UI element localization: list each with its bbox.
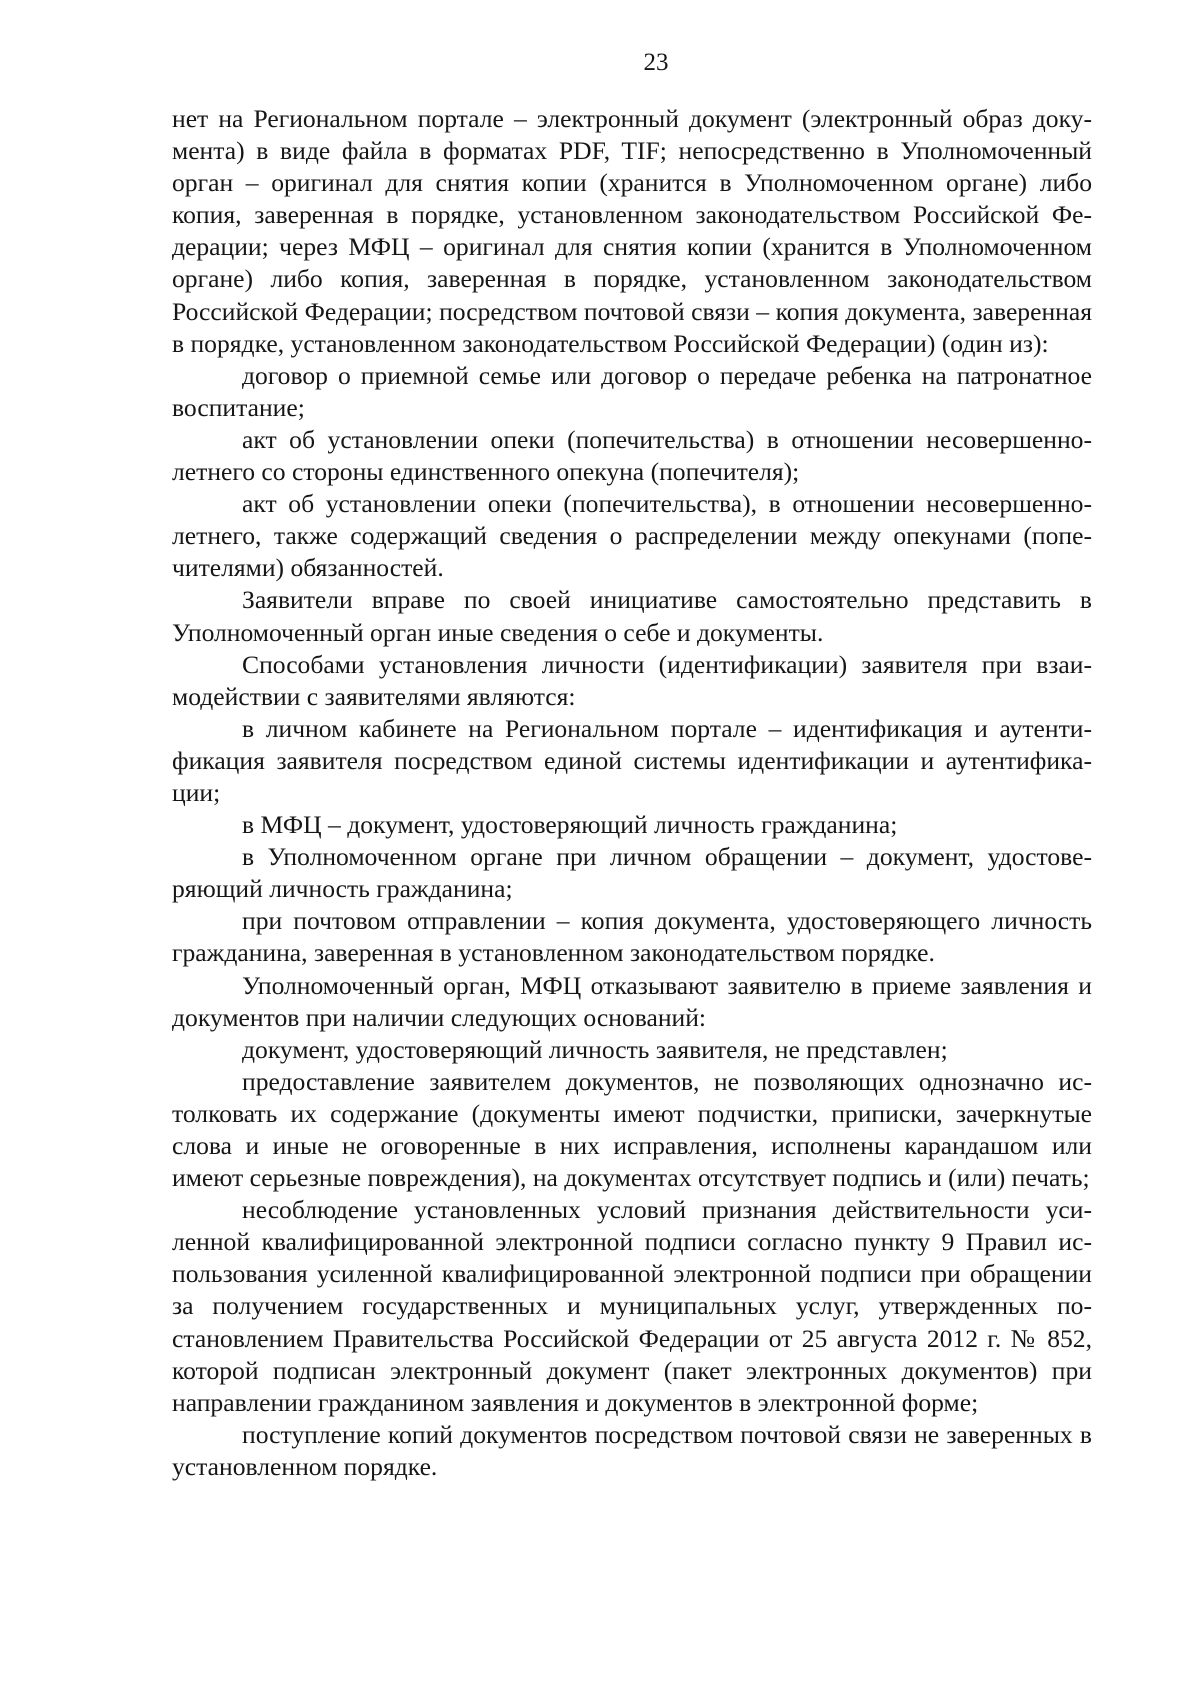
- paragraph-13: предоставление заявителем документов, не позволяющих однозначно истолковать их содержание (документы имеют подчистки, приписки, зачеркнутые слова и иные не оговоренные в них исправления, исполнены карандашом или имеют серьезные повреждения), на документах отсутствует подпись и (или) печать;: [172, 1066, 1092, 1193]
- paragraph-12: документ, удостоверяющий личность заявителя, не представлен;: [242, 1034, 948, 1064]
- page-number: 23: [643, 49, 669, 76]
- paragraph-1: нет на Региональном портале – электронный документ (электронный образ документа) в виде файла в форматах PDF, TIF; непосредственно в Уполномоченный орган – оригинал для снятия копии (хранится в Уполномоченном органе) либо копия, заверенная в порядке, установленном законодательством Российской Федерации; через МФЦ – оригинал для снятия копии (хранится в Уполномоченном органе) либо копия, заверенная в порядке, установленном законодательством Российской Федерации; посредством почтовой связи – копия документа, заверенная в порядке, установленном законодательством Российской Федерации) (один из):: [172, 104, 1092, 358]
- paragraph-11: Уполномоченный орган, МФЦ отказывают заявителю в приеме заявления и документов при наличии следующих оснований:: [172, 970, 1092, 1032]
- paragraph-15: поступление копий документов посредством почтовой связи не заверенных в установленном порядке.: [172, 1419, 1092, 1481]
- paragraph-7: в личном кабинете на Региональном портале – идентификация и аутентификация заявителя посредством единой системы идентификации и аутентификации;: [172, 713, 1092, 807]
- paragraph-10: при почтовом отправлении – копия документа, удостоверяющего личность гражданина, заверенная в установленном законодательством порядке.: [172, 906, 1092, 968]
- paragraph-5: Заявители вправе по своей инициативе самостоятельно представить в Уполномоченный орган иные сведения о себе и документы.: [172, 585, 1092, 647]
- paragraph-9: в Уполномоченном органе при личном обращении – документ, удостоверяющий личность гражданина;: [172, 842, 1092, 904]
- paragraph-8: в МФЦ – документ, удостоверяющий личность гражданина;: [242, 810, 898, 840]
- paragraph-2: договор о приемной семье или договор о передаче ребенка на патронатное воспитание;: [172, 360, 1092, 422]
- paragraph-14: несоблюдение установленных условий признания действительности усиленной квалифицированной электронной подписи согласно пункту 9 Правил использования усиленной квалифицированной электронной подписи при обращении за получением государственных и муниципальных услуг, утвержденных постановлением Правительства Российской Федерации от 25 августа 2012 г. № 852, которой подписан электронный документ (пакет электронных документов) при направлении гражданином заявления и документов в электронной форме;: [172, 1195, 1092, 1417]
- paragraph-4: акт об установлении опеки (попечительства), в отношении несовершеннолетнего, также содержащий сведения о распределении между опекунами (попечителями) обязанностей.: [172, 489, 1092, 583]
- paragraph-3: акт об установлении опеки (попечительства) в отношении несовершеннолетнего со стороны единственного опекуна (попечителя);: [172, 424, 1092, 487]
- document-body: [172, 103, 1092, 1483]
- paragraph-6: Способами установления личности (идентификации) заявителя при взаимодействии с заявителями являются:: [172, 649, 1092, 711]
